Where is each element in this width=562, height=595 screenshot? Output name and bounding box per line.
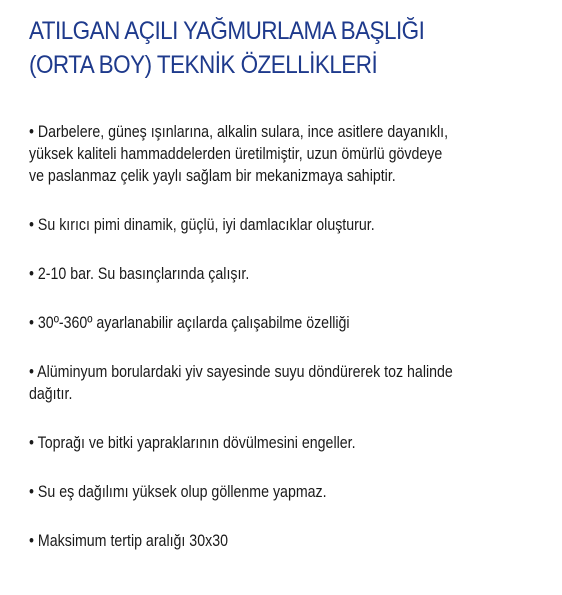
feature-item-7 <box>29 481 545 503</box>
feature-item-6 <box>29 432 545 454</box>
feature-text-line: • Su eş dağılımı yüksek olup göllenme yapmaz. <box>29 483 327 501</box>
feature-text-line: • Darbelere, güneş ışınlarına, alkalin sulara, ince asitlere dayanıklı, <box>29 123 449 141</box>
feature-text-line: ve paslanmaz çelik yaylı sağlam bir mekanizmaya sahiptir. <box>29 167 396 185</box>
feature-text-line: • 30º-360º ayarlanabilir açılarda çalışabilme özelliği <box>29 314 350 332</box>
feature-text-line: • Alüminyum borulardaki yiv sayesinde suyu döndürerek toz halinde <box>29 363 453 381</box>
feature-item-5 <box>29 361 545 405</box>
feature-item-2 <box>29 214 545 236</box>
feature-item-4 <box>29 312 545 334</box>
feature-item-3 <box>29 263 545 285</box>
feature-text-line: • Toprağı ve bitki yapraklarının dövülmesini engeller. <box>29 434 356 452</box>
feature-item-8 <box>29 530 545 552</box>
feature-text-line: dağıtır. <box>29 385 73 403</box>
feature-text-line: yüksek kaliteli hammaddelerden üretilmiştir, uzun ömürlü gövdeye <box>29 145 443 163</box>
feature-text-line: • 2-10 bar. Su basınçlarında çalışır. <box>29 265 250 283</box>
feature-text-line: • Maksimum tertip aralığı 30x30 <box>29 532 228 550</box>
feature-item-1 <box>29 121 545 187</box>
feature-text-line: • Su kırıcı pimi dinamik, güçlü, iyi damlacıklar oluşturur. <box>29 216 375 234</box>
feature-list <box>29 121 545 579</box>
title-line-1: ATILGAN AÇILI YAĞMURLAMA BAŞLIĞI <box>29 17 425 45</box>
title-line-2: (ORTA BOY) TEKNİK ÖZELLİKLERİ <box>29 51 378 79</box>
document-title <box>29 14 497 82</box>
